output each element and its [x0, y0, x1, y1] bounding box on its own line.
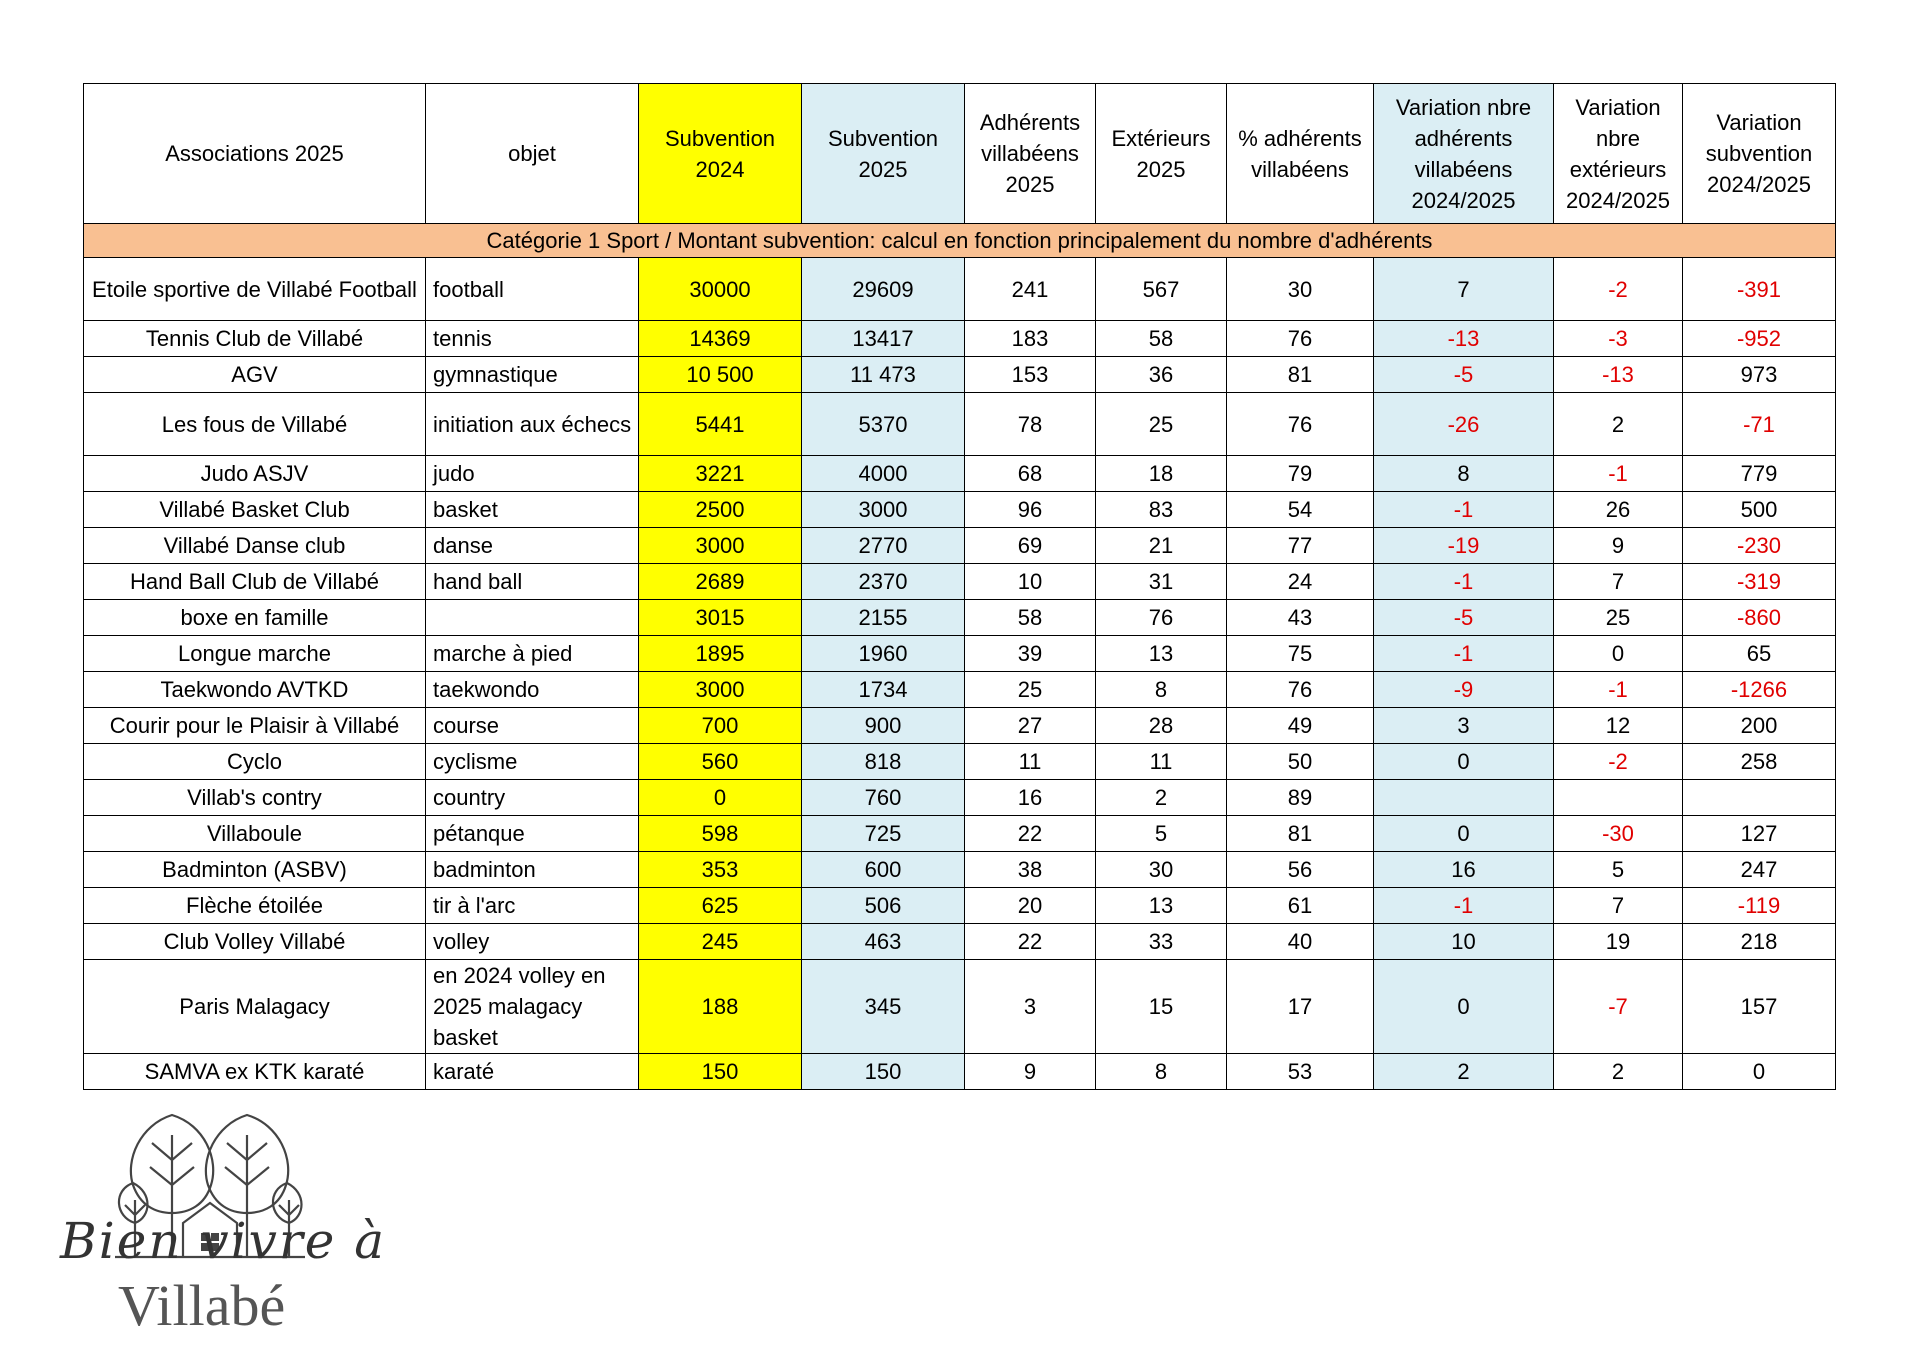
- table-cell: 8: [1096, 672, 1227, 708]
- table-cell: 2370: [802, 564, 965, 600]
- table-cell: -9: [1374, 672, 1554, 708]
- table-cell: 3000: [802, 492, 965, 528]
- table-cell: 11 473: [802, 357, 965, 393]
- table-cell: 81: [1227, 357, 1374, 393]
- table-cell: Villab's contry: [84, 780, 426, 816]
- table-cell: 30: [1227, 258, 1374, 321]
- table-cell: 500: [1683, 492, 1836, 528]
- table-cell: AGV: [84, 357, 426, 393]
- table-cell: -1: [1374, 888, 1554, 924]
- table-cell: 2: [1374, 1054, 1554, 1090]
- table-cell: 17: [1227, 960, 1374, 1054]
- table-cell: 25: [1096, 393, 1227, 456]
- table-cell: 157: [1683, 960, 1836, 1054]
- table-cell: -26: [1374, 393, 1554, 456]
- table-cell: 76: [1227, 321, 1374, 357]
- table-cell: judo: [426, 456, 639, 492]
- table-cell: tir à l'arc: [426, 888, 639, 924]
- table-cell: country: [426, 780, 639, 816]
- table-row: [84, 852, 1836, 888]
- table-row: [84, 258, 1836, 321]
- header-pct-villabeens: % adhérents villabéens: [1227, 84, 1374, 224]
- table-cell: 973: [1683, 357, 1836, 393]
- table-cell: 10: [1374, 924, 1554, 960]
- table-cell: 58: [1096, 321, 1227, 357]
- table-cell: 21: [1096, 528, 1227, 564]
- table-cell: en 2024 volley en 2025 malagacy basket: [426, 960, 639, 1054]
- table-cell: 2: [1096, 780, 1227, 816]
- table-cell: 13: [1096, 636, 1227, 672]
- table-cell: 560: [639, 744, 802, 780]
- table-cell: 83: [1096, 492, 1227, 528]
- table-cell: Villabé Danse club: [84, 528, 426, 564]
- table-cell: 258: [1683, 744, 1836, 780]
- table-row: [84, 321, 1836, 357]
- table-cell: football: [426, 258, 639, 321]
- table-cell: 40: [1227, 924, 1374, 960]
- table-cell: Flèche étoilée: [84, 888, 426, 924]
- table-cell: initiation aux échecs: [426, 393, 639, 456]
- table-cell: 50: [1227, 744, 1374, 780]
- table-cell: -319: [1683, 564, 1836, 600]
- table-cell: 36: [1096, 357, 1227, 393]
- table-cell: 463: [802, 924, 965, 960]
- table-cell: -1266: [1683, 672, 1836, 708]
- table-cell: 76: [1096, 600, 1227, 636]
- table-cell: 30000: [639, 258, 802, 321]
- table-cell: 79: [1227, 456, 1374, 492]
- table-cell: 15: [1096, 960, 1227, 1054]
- header-subvention-2024: Subvention 2024: [639, 84, 802, 224]
- table-cell: karaté: [426, 1054, 639, 1090]
- table-cell: -860: [1683, 600, 1836, 636]
- table-cell: -119: [1683, 888, 1836, 924]
- table-row: [84, 393, 1836, 456]
- table-cell: Hand Ball Club de Villabé: [84, 564, 426, 600]
- header-subvention-2025: Subvention 2025: [802, 84, 965, 224]
- table-cell: 1734: [802, 672, 965, 708]
- table-row: [84, 744, 1836, 780]
- table-cell: 7: [1554, 888, 1683, 924]
- table-row: [84, 528, 1836, 564]
- table-cell: -391: [1683, 258, 1836, 321]
- table-cell: -1: [1374, 636, 1554, 672]
- table-cell: cyclisme: [426, 744, 639, 780]
- table-cell: course: [426, 708, 639, 744]
- table-cell: 76: [1227, 672, 1374, 708]
- table-cell: 7: [1374, 258, 1554, 321]
- table-cell: 13: [1096, 888, 1227, 924]
- subsidies-table: [83, 83, 1836, 1090]
- table-cell: 2: [1554, 393, 1683, 456]
- table-cell: -2: [1554, 744, 1683, 780]
- table-cell: badminton: [426, 852, 639, 888]
- table-cell: 0: [1374, 816, 1554, 852]
- table-cell: hand ball: [426, 564, 639, 600]
- table-cell: 31: [1096, 564, 1227, 600]
- table-cell: 69: [965, 528, 1096, 564]
- table-cell: Courir pour le Plaisir à Villabé: [84, 708, 426, 744]
- table-cell: 16: [965, 780, 1096, 816]
- table-cell: 54: [1227, 492, 1374, 528]
- table-cell: 19: [1554, 924, 1683, 960]
- table-row: [84, 708, 1836, 744]
- table-cell: 700: [639, 708, 802, 744]
- table-cell: 3000: [639, 528, 802, 564]
- table-cell: 39: [965, 636, 1096, 672]
- table-cell: Taekwondo AVTKD: [84, 672, 426, 708]
- table-cell: 33: [1096, 924, 1227, 960]
- table-cell: 76: [1227, 393, 1374, 456]
- table-cell: marche à pied: [426, 636, 639, 672]
- table-cell: 16: [1374, 852, 1554, 888]
- table-cell: Tennis Club de Villabé: [84, 321, 426, 357]
- table-cell: 75: [1227, 636, 1374, 672]
- table-cell: 0: [1683, 1054, 1836, 1090]
- table-cell: gymnastique: [426, 357, 639, 393]
- table-cell: 625: [639, 888, 802, 924]
- table-cell: 14369: [639, 321, 802, 357]
- table-row: [84, 1054, 1836, 1090]
- table-cell: -1: [1374, 492, 1554, 528]
- table-cell: 53: [1227, 1054, 1374, 1090]
- table-cell: SAMVA ex KTK karaté: [84, 1054, 426, 1090]
- table-cell: 200: [1683, 708, 1836, 744]
- table-cell: tennis: [426, 321, 639, 357]
- table-cell: Judo ASJV: [84, 456, 426, 492]
- header-row: [84, 84, 1836, 224]
- table-cell: 5441: [639, 393, 802, 456]
- table-cell: 218: [1683, 924, 1836, 960]
- table-cell: 10: [965, 564, 1096, 600]
- table-cell: 58: [965, 600, 1096, 636]
- table-cell: Longue marche: [84, 636, 426, 672]
- table-cell: -952: [1683, 321, 1836, 357]
- table-cell: -3: [1554, 321, 1683, 357]
- table-cell: -1: [1374, 564, 1554, 600]
- table-cell: 5: [1554, 852, 1683, 888]
- table-cell: 28: [1096, 708, 1227, 744]
- table-cell: 4000: [802, 456, 965, 492]
- logo-town-name: Villabé: [118, 1273, 286, 1338]
- table-cell: 65: [1683, 636, 1836, 672]
- table-cell: 56: [1227, 852, 1374, 888]
- table-cell: Badminton (ASBV): [84, 852, 426, 888]
- table-cell: 127: [1683, 816, 1836, 852]
- table-cell: pétanque: [426, 816, 639, 852]
- table-row: [84, 636, 1836, 672]
- table-cell: Etoile sportive de Villabé Football: [84, 258, 426, 321]
- table-cell: 24: [1227, 564, 1374, 600]
- table-cell: Club Volley Villabé: [84, 924, 426, 960]
- table-cell: 10 500: [639, 357, 802, 393]
- table-cell: 506: [802, 888, 965, 924]
- table-cell: Paris Malagacy: [84, 960, 426, 1054]
- table-cell: 9: [965, 1054, 1096, 1090]
- table-row: [84, 960, 1836, 1054]
- table-cell: 725: [802, 816, 965, 852]
- table-cell: 2500: [639, 492, 802, 528]
- header-adherents-villabeens: Adhérents villabéens 2025: [965, 84, 1096, 224]
- table-cell: 5: [1096, 816, 1227, 852]
- table-cell: 183: [965, 321, 1096, 357]
- table-cell: 2: [1554, 1054, 1683, 1090]
- header-variation-subvention: Variation subvention 2024/2025: [1683, 84, 1836, 224]
- table-cell: 9: [1554, 528, 1683, 564]
- table-cell: -2: [1554, 258, 1683, 321]
- table-cell: 247: [1683, 852, 1836, 888]
- table-cell: 598: [639, 816, 802, 852]
- table-cell: 1960: [802, 636, 965, 672]
- table-cell: 0: [639, 780, 802, 816]
- table-cell: 3000: [639, 672, 802, 708]
- table-cell: 1895: [639, 636, 802, 672]
- table-cell: -30: [1554, 816, 1683, 852]
- table-cell: 818: [802, 744, 965, 780]
- table-cell: basket: [426, 492, 639, 528]
- table-cell: 89: [1227, 780, 1374, 816]
- table-cell: Villaboule: [84, 816, 426, 852]
- table-cell: [426, 600, 639, 636]
- table-cell: 8: [1374, 456, 1554, 492]
- table-cell: -1: [1554, 456, 1683, 492]
- table-cell: 26: [1554, 492, 1683, 528]
- table-cell: 78: [965, 393, 1096, 456]
- table-row: [84, 600, 1836, 636]
- table-cell: 0: [1374, 960, 1554, 1054]
- table-cell: 27: [965, 708, 1096, 744]
- table-cell: 11: [965, 744, 1096, 780]
- table-cell: 81: [1227, 816, 1374, 852]
- header-association: Associations 2025: [84, 84, 426, 224]
- table-cell: 345: [802, 960, 965, 1054]
- table-cell: 29609: [802, 258, 965, 321]
- table-cell: [1374, 780, 1554, 816]
- table-row: [84, 924, 1836, 960]
- header-exterieurs: Extérieurs 2025: [1096, 84, 1227, 224]
- table-cell: 0: [1554, 636, 1683, 672]
- table-cell: 600: [802, 852, 965, 888]
- table-cell: 3: [965, 960, 1096, 1054]
- table-cell: 43: [1227, 600, 1374, 636]
- header-variation-adherents: Variation nbre adhérents villabéens 2024/2025: [1374, 84, 1554, 224]
- table-cell: -19: [1374, 528, 1554, 564]
- table-cell: 8: [1096, 1054, 1227, 1090]
- table-row: [84, 564, 1836, 600]
- table-cell: 779: [1683, 456, 1836, 492]
- table-cell: 353: [639, 852, 802, 888]
- table-cell: 2770: [802, 528, 965, 564]
- table-row: [84, 492, 1836, 528]
- table-cell: 22: [965, 816, 1096, 852]
- table-cell: 0: [1374, 744, 1554, 780]
- table-row: [84, 780, 1836, 816]
- table-cell: 22: [965, 924, 1096, 960]
- table-cell: 38: [965, 852, 1096, 888]
- table-cell: -71: [1683, 393, 1836, 456]
- table-cell: 2689: [639, 564, 802, 600]
- table-cell: -230: [1683, 528, 1836, 564]
- table-cell: 3: [1374, 708, 1554, 744]
- table-cell: 188: [639, 960, 802, 1054]
- table-cell: 900: [802, 708, 965, 744]
- table-cell: 61: [1227, 888, 1374, 924]
- logo-tagline: Bien vivre à: [60, 1212, 387, 1270]
- table-cell: 12: [1554, 708, 1683, 744]
- table-cell: 150: [802, 1054, 965, 1090]
- table-cell: 13417: [802, 321, 965, 357]
- table-cell: -5: [1374, 357, 1554, 393]
- table-row: [84, 672, 1836, 708]
- table-row: [84, 816, 1836, 852]
- table-cell: 241: [965, 258, 1096, 321]
- table-cell: 7: [1554, 564, 1683, 600]
- table-cell: -5: [1374, 600, 1554, 636]
- table-cell: -1: [1554, 672, 1683, 708]
- table-cell: Les fous de Villabé: [84, 393, 426, 456]
- table-cell: 245: [639, 924, 802, 960]
- table-cell: -7: [1554, 960, 1683, 1054]
- table-cell: 567: [1096, 258, 1227, 321]
- category-row: [84, 224, 1836, 258]
- table-cell: [1554, 780, 1683, 816]
- table-cell: Cyclo: [84, 744, 426, 780]
- table-cell: taekwondo: [426, 672, 639, 708]
- category-title: Catégorie 1 Sport / Montant subvention: calcul en fonction principalement du nombre d'adhérents: [84, 224, 1836, 258]
- table-cell: 760: [802, 780, 965, 816]
- table-cell: -13: [1374, 321, 1554, 357]
- table-row: [84, 888, 1836, 924]
- header-variation-exterieurs: Variation nbre extérieurs 2024/2025: [1554, 84, 1683, 224]
- table-cell: 68: [965, 456, 1096, 492]
- table-cell: 2155: [802, 600, 965, 636]
- table-cell: 3221: [639, 456, 802, 492]
- table-cell: boxe en famille: [84, 600, 426, 636]
- table-cell: [1683, 780, 1836, 816]
- table-cell: 25: [1554, 600, 1683, 636]
- table-cell: volley: [426, 924, 639, 960]
- table-cell: 30: [1096, 852, 1227, 888]
- header-objet: objet: [426, 84, 639, 224]
- table-cell: 25: [965, 672, 1096, 708]
- table-cell: 77: [1227, 528, 1374, 564]
- table-cell: 49: [1227, 708, 1374, 744]
- table-cell: 18: [1096, 456, 1227, 492]
- table-cell: 96: [965, 492, 1096, 528]
- table-cell: 153: [965, 357, 1096, 393]
- table-cell: 3015: [639, 600, 802, 636]
- table-cell: danse: [426, 528, 639, 564]
- table-row: [84, 357, 1836, 393]
- table-cell: 150: [639, 1054, 802, 1090]
- table-row: [84, 456, 1836, 492]
- table-cell: Villabé Basket Club: [84, 492, 426, 528]
- table-cell: 5370: [802, 393, 965, 456]
- table-cell: 11: [1096, 744, 1227, 780]
- table-cell: 20: [965, 888, 1096, 924]
- table-cell: -13: [1554, 357, 1683, 393]
